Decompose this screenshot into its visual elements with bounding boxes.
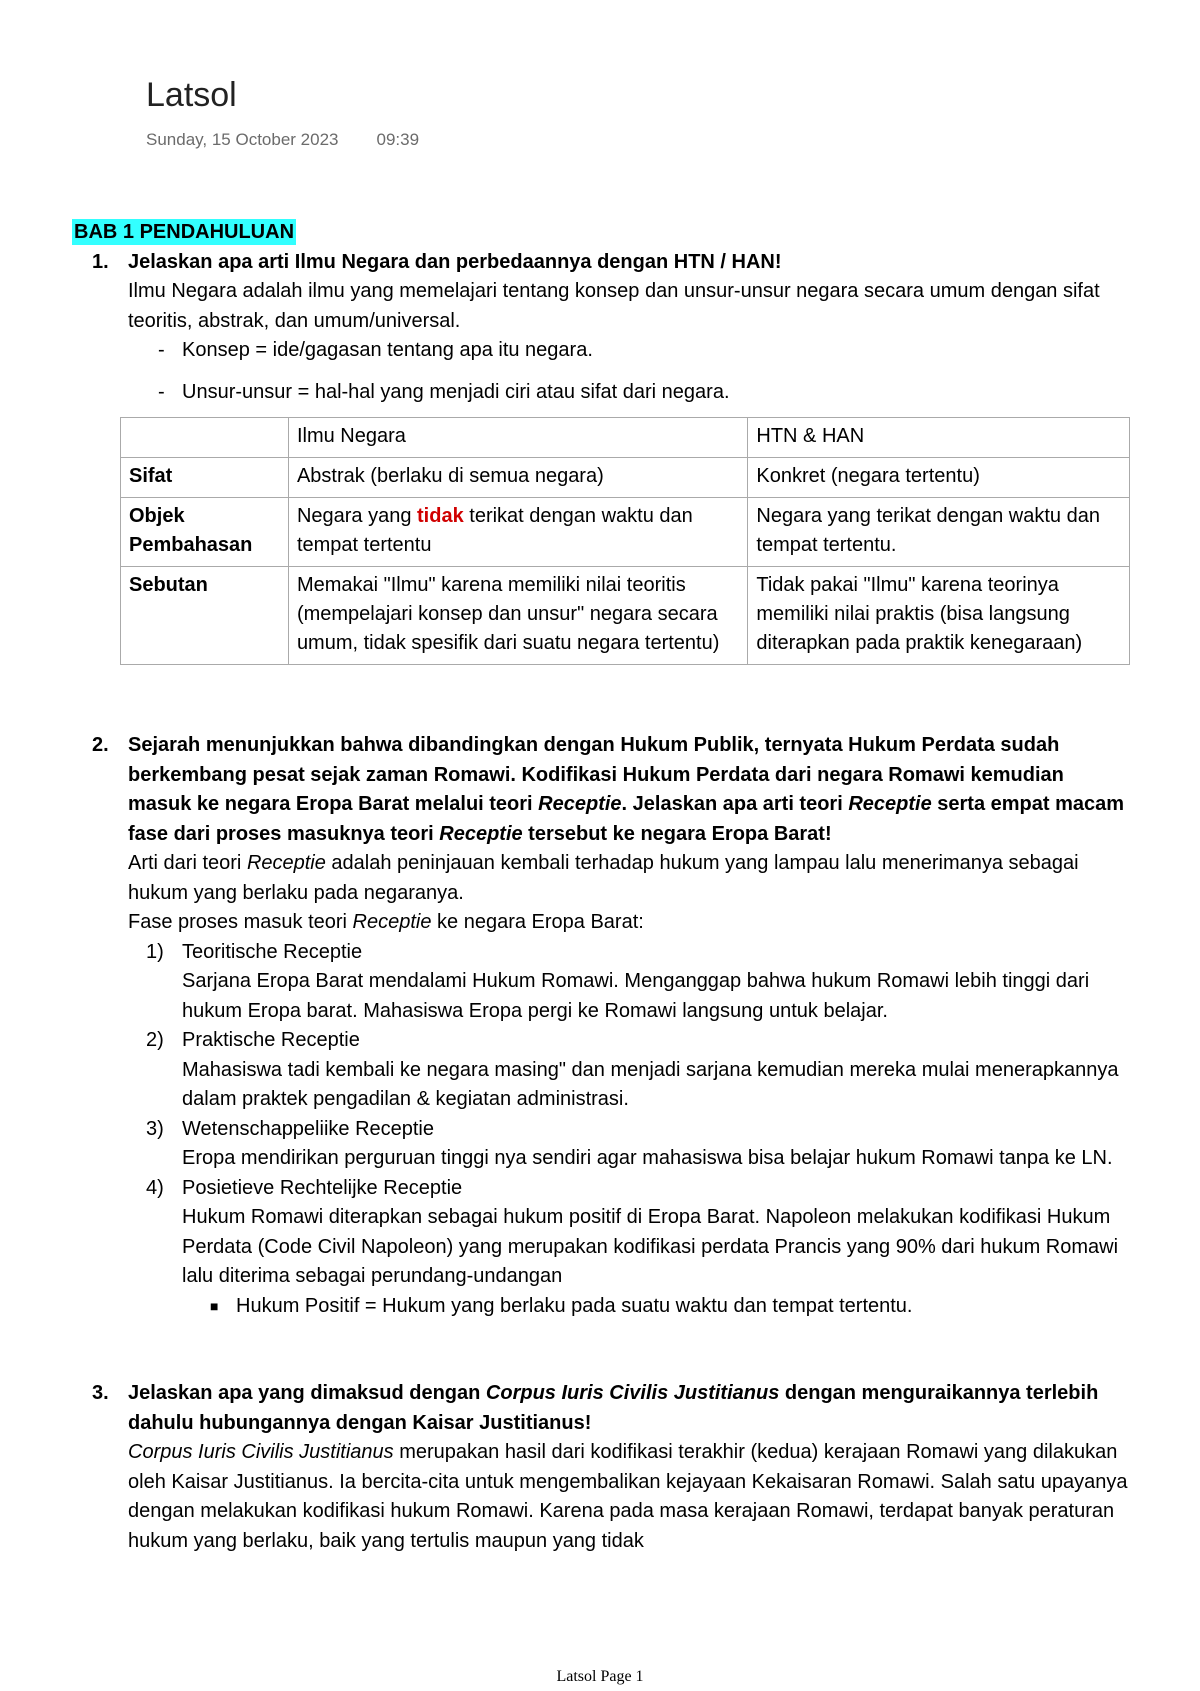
question-number: 1. [92, 250, 109, 273]
page-footer: Latsol Page 1 [556, 1668, 644, 1685]
question-3 [72, 1379, 1132, 1556]
answer-part: Arti dari teori [128, 852, 247, 874]
page-date: Sunday, 15 October 2023 [146, 130, 339, 149]
list-item-text: Unsur-unsur = hal-hal yang menjadi ciri atau sifat dari negara. [182, 380, 730, 403]
phase-description: Sarjana Eropa Barat mendalami Hukum Romawi. Menganggap bahwa hukum Romawi lebih tinggi dari hukum Eropa barat. Mahasiswa Eropa pergi ke Romawi langsung untuk belajar. [182, 970, 1090, 1022]
cell-text: terikat dengan waktu dan tempat tertentu [296, 505, 693, 556]
table-row [121, 567, 1130, 665]
table-cell: Tidak pakai "Ilmu" karena teorinya memiliki nilai praktis (bisa langsung diterapkan pada praktik kenegaraan) [748, 567, 1130, 665]
table-cell: Abstrak (berlaku di semua negara) [288, 458, 747, 498]
title-italic: Receptie [439, 822, 523, 845]
row-header: Sebutan [121, 567, 289, 665]
phase-description: Hukum Romawi diterapkan sebagai hukum positif di Eropa Barat. Napoleon melakukan kodifikasi Hukum Perdata (Code Civil Napoleon) yang merupakan kodifikasi perdata Prancis yang 90% dari hukum Romawi lalu diterima sebagai perundang-undangan [182, 1206, 1119, 1287]
page-title: Latsol [146, 76, 237, 114]
table-row [121, 498, 1130, 567]
answer-text [128, 1438, 1132, 1556]
table-row [121, 458, 1130, 498]
answer-part: Fase proses masuk teori [128, 911, 353, 933]
question-title [128, 731, 1132, 849]
row-header: Sifat [121, 458, 289, 498]
row-header: Objek Pembahasan [121, 498, 289, 567]
title-italic: Receptie [538, 793, 622, 815]
page-datetime [146, 130, 419, 150]
list-marker: 3) [146, 1117, 164, 1140]
list-item [72, 336, 1132, 366]
title-italic: Receptie [848, 793, 932, 815]
table-cell: Negara yang terikat dengan waktu dan tempat tertentu. [748, 498, 1130, 567]
title-text: Jelaskan apa yang dimaksud dengan [128, 1382, 486, 1404]
list-item [72, 1174, 1132, 1292]
list-item-text: Hukum Positif = Hukum yang berlaku pada suatu waktu dan tempat tertentu. [236, 1294, 913, 1317]
list-item [72, 1115, 1132, 1174]
title-text: tersebut ke negara Eropa Barat! [522, 822, 832, 845]
list-marker: 2) [146, 1029, 164, 1051]
question-number: 2. [92, 734, 109, 756]
comparison-table [120, 417, 1130, 665]
question-title [128, 1379, 1132, 1438]
table-cell: Memakai "Ilmu" karena memiliki nilai teoritis (mempelajari konsep dan unsur" negara secara umum, tidak spesifik dari suatu negara tertentu) [288, 567, 747, 665]
answer-part: ke negara Eropa Barat: [431, 911, 644, 933]
phase-description: Mahasiswa tadi kembali ke negara masing" dan menjadi sarjana kemudian mereka mulai menerapkannya dalam praktek pengadilan & kegiatan administrasi. [182, 1058, 1119, 1110]
phase-title: Praktische Receptie [182, 1029, 360, 1051]
list-item [72, 1292, 1132, 1322]
dash-marker: - [158, 380, 165, 403]
title-text: . Jelaskan apa arti teori [621, 793, 849, 815]
title-text: dengan menguraikannya terlebih dahulu hubungannya dengan Kaisar Justitianus! [128, 1382, 1099, 1434]
list-marker: 1) [146, 940, 164, 963]
emphasis-text: tidak [417, 505, 464, 527]
table-header-row [121, 418, 1130, 458]
title-text: serta empat macam fase dari proses masuknya teori [128, 793, 1125, 845]
answer-italic: Receptie [352, 911, 432, 933]
phase-title: Teoritische Receptie [182, 940, 363, 963]
list-marker: 4) [146, 1176, 164, 1199]
answer-part: adalah peninjauan kembali terhadap hukum yang lampau lalu menerimanya sebagai hukum yang berlaku pada negaranya. [128, 852, 1079, 904]
list-item-text: Konsep = ide/gagasan tentang apa itu negara. [182, 339, 593, 361]
title-italic: Corpus Iuris Civilis Justitianus [485, 1382, 780, 1404]
list-item [72, 378, 1132, 408]
table-header: HTN & HAN [748, 418, 1130, 458]
question-1 [72, 248, 1132, 337]
page-time: 09:39 [376, 130, 420, 149]
table-cell [121, 418, 289, 458]
answer-italic: Corpus Iuris Civilis Justitianus [128, 1441, 394, 1463]
phase-title: Posietieve Rechtelijke Receptie [182, 1176, 463, 1199]
dash-marker: - [158, 339, 165, 361]
table-header: Ilmu Negara [288, 418, 747, 458]
answer-text [128, 908, 1132, 938]
list-item [72, 938, 1132, 1027]
answer-italic: Receptie [246, 852, 326, 874]
answer-text [128, 849, 1132, 908]
question-number: 3. [92, 1382, 109, 1404]
title-text: Sejarah menunjukkan bahwa dibandingkan dengan Hukum Publik, ternyata Hukum Perdata sudah berkembang pesat sejak zaman Romawi. Kodifikasi Hukum Perdata dari negara Romawi kemudian masuk ke negara Eropa Barat melalui teori [128, 734, 1064, 815]
table-cell [288, 498, 747, 567]
bullet-marker: ■ [210, 1297, 219, 1314]
chapter-heading: BAB 1 PENDAHULUAN [74, 221, 295, 243]
question-2 [72, 731, 1132, 938]
table-cell: Konkret (negara tertentu) [748, 458, 1130, 498]
phase-description: Eropa mendirikan perguruan tinggi nya sendiri agar mahasiswa bisa belajar hukum Romawi tanpa ke LN. [182, 1147, 1113, 1169]
phase-title: Wetenschappeliike Receptie [182, 1117, 435, 1140]
document-body [72, 218, 1132, 1556]
answer-text: Ilmu Negara adalah ilmu yang memelajari tentang konsep dan unsur-unsur negara secara umum dengan sifat teoritis, abstrak, dan umum/universal. [128, 280, 1100, 332]
question-title: Jelaskan apa arti Ilmu Negara dan perbedaannya dengan HTN / HAN! [128, 250, 782, 273]
list-item [72, 1026, 1132, 1115]
cell-text: Negara yang [296, 505, 418, 527]
answer-part: merupakan hasil dari kodifikasi terakhir (kedua) kerajaan Romawi yang dilakukan oleh Kaisar Justitianus. Ia bercita-cita untuk mengembalikan kejayaan Kekaisaran Romawi. Salah satu upayanya dengan melakukan kodifikasi hukum Romawi. Karena pada masa kerajaan Romawi, terdapat banyak peraturan hukum yang berlaku, baik yang tertulis maupun yang tidak [128, 1441, 1128, 1552]
